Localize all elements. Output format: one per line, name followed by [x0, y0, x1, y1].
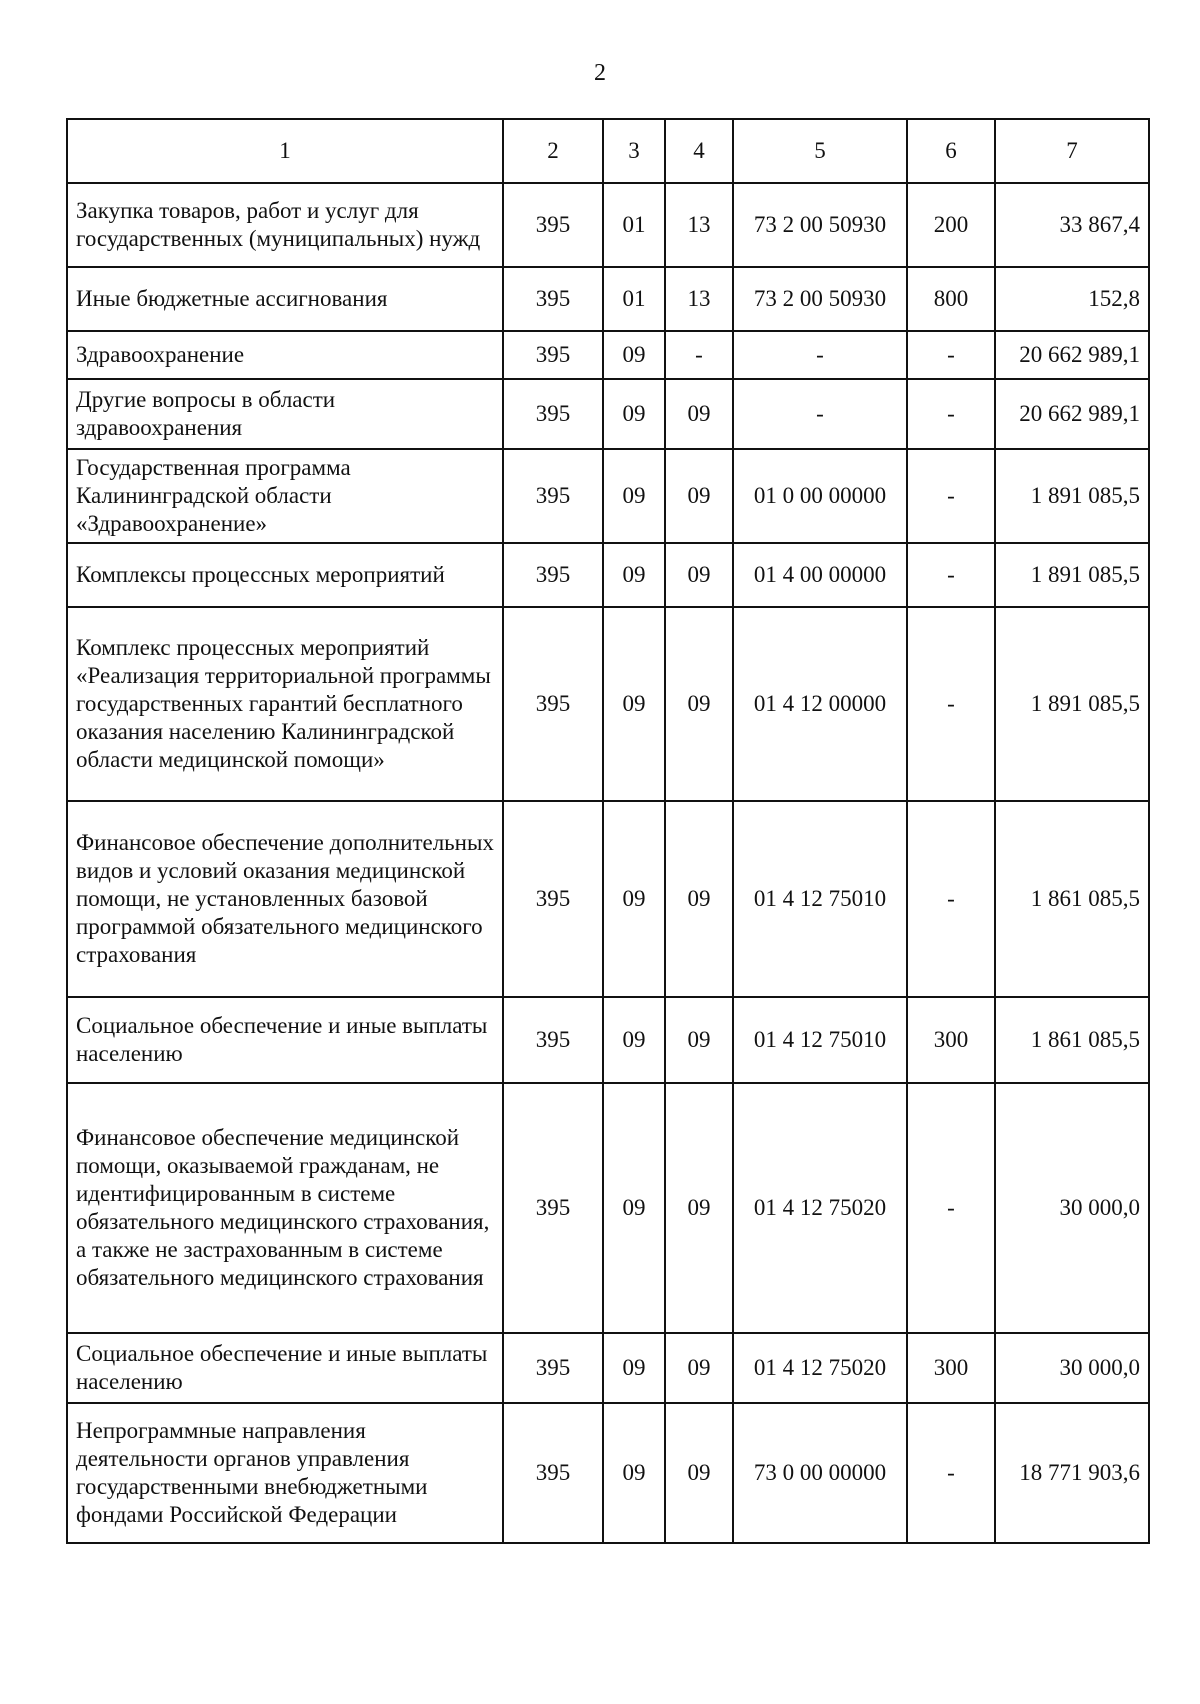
row-section: 09 — [603, 801, 665, 997]
row-subsection: 09 — [665, 607, 733, 801]
row-target: 01 4 12 75010 — [733, 997, 907, 1083]
row-expense-type: 200 — [907, 183, 995, 267]
row-name: Комплексы процессных мероприятий — [67, 543, 503, 607]
column-header: 2 — [503, 119, 603, 183]
row-target: 73 2 00 50930 — [733, 183, 907, 267]
table-header-row — [67, 119, 1149, 183]
row-expense-type: - — [907, 449, 995, 543]
row-code: 395 — [503, 607, 603, 801]
table-row — [67, 267, 1149, 331]
row-subsection: 09 — [665, 1403, 733, 1543]
row-amount: 30 000,0 — [995, 1083, 1149, 1333]
table-row — [67, 997, 1149, 1083]
table-row — [67, 543, 1149, 607]
row-code: 395 — [503, 543, 603, 607]
row-subsection: 13 — [665, 183, 733, 267]
row-section: 09 — [603, 1333, 665, 1403]
column-header: 1 — [67, 119, 503, 183]
row-amount: 1 891 085,5 — [995, 449, 1149, 543]
row-code: 395 — [503, 267, 603, 331]
row-name: Другие вопросы в области здравоохранения — [67, 379, 503, 449]
row-target: - — [733, 379, 907, 449]
row-code: 395 — [503, 1333, 603, 1403]
row-name: Здравоохранение — [67, 331, 503, 379]
row-target: 73 2 00 50930 — [733, 267, 907, 331]
table-row — [67, 331, 1149, 379]
table-row — [67, 1333, 1149, 1403]
row-name: Финансовое обеспечение дополнительных видов и условий оказания медицинской помощи, не установленных базовой программой обязательного медицинского страхования — [67, 801, 503, 997]
row-amount: 1 861 085,5 — [995, 997, 1149, 1083]
row-section: 01 — [603, 183, 665, 267]
row-amount: 33 867,4 — [995, 183, 1149, 267]
row-target: 01 4 12 75020 — [733, 1083, 907, 1333]
row-subsection: - — [665, 331, 733, 379]
row-target: 01 4 00 00000 — [733, 543, 907, 607]
row-code: 395 — [503, 801, 603, 997]
row-code: 395 — [503, 1083, 603, 1333]
row-expense-type: 300 — [907, 1333, 995, 1403]
row-name: Иные бюджетные ассигнования — [67, 267, 503, 331]
row-target: - — [733, 331, 907, 379]
row-code: 395 — [503, 379, 603, 449]
row-section: 09 — [603, 449, 665, 543]
row-subsection: 09 — [665, 1083, 733, 1333]
table-row — [67, 449, 1149, 543]
row-amount: 20 662 989,1 — [995, 379, 1149, 449]
row-name: Непрограммные направления деятельности органов управления государственными внебюджетными фондами Российской Федерации — [67, 1403, 503, 1543]
column-header: 6 — [907, 119, 995, 183]
row-subsection: 13 — [665, 267, 733, 331]
row-name: Финансовое обеспечение медицинской помощи, оказываемой гражданам, не идентифицированным в системе обязательного медицинского страхования, а также не застрахованным в системе обязательного медицинского страхования — [67, 1083, 503, 1333]
row-code: 395 — [503, 449, 603, 543]
row-target: 01 4 12 75020 — [733, 1333, 907, 1403]
row-section: 09 — [603, 607, 665, 801]
page-number: 2 — [594, 60, 606, 86]
row-target: 73 0 00 00000 — [733, 1403, 907, 1543]
row-amount: 20 662 989,1 — [995, 331, 1149, 379]
row-name: Комплекс процессных мероприятий «Реализация территориальной программы государственных гарантий бесплатного оказания населению Калининградской области медицинской помощи» — [67, 607, 503, 801]
row-expense-type: - — [907, 543, 995, 607]
row-name: Социальное обеспечение и иные выплаты населению — [67, 997, 503, 1083]
row-expense-type: - — [907, 379, 995, 449]
row-subsection: 09 — [665, 449, 733, 543]
row-subsection: 09 — [665, 801, 733, 997]
row-amount: 1 891 085,5 — [995, 607, 1149, 801]
row-subsection: 09 — [665, 1333, 733, 1403]
table-row — [67, 1403, 1149, 1543]
table-row — [67, 183, 1149, 267]
row-section: 09 — [603, 1403, 665, 1543]
row-target: 01 0 00 00000 — [733, 449, 907, 543]
row-target: 01 4 12 00000 — [733, 607, 907, 801]
row-expense-type: - — [907, 1403, 995, 1543]
budget-table — [66, 118, 1150, 1544]
row-name: Закупка товаров, работ и услуг для государственных (муниципальных) нужд — [67, 183, 503, 267]
row-amount: 152,8 — [995, 267, 1149, 331]
row-code: 395 — [503, 997, 603, 1083]
row-subsection: 09 — [665, 379, 733, 449]
row-section: 09 — [603, 543, 665, 607]
table-row — [67, 801, 1149, 997]
column-header: 3 — [603, 119, 665, 183]
row-amount: 30 000,0 — [995, 1333, 1149, 1403]
row-expense-type: 800 — [907, 267, 995, 331]
row-expense-type: - — [907, 331, 995, 379]
table-row — [67, 1083, 1149, 1333]
row-code: 395 — [503, 183, 603, 267]
row-amount: 1 861 085,5 — [995, 801, 1149, 997]
row-section: 09 — [603, 379, 665, 449]
row-section: 09 — [603, 1083, 665, 1333]
row-section: 01 — [603, 267, 665, 331]
column-header: 4 — [665, 119, 733, 183]
row-expense-type: - — [907, 801, 995, 997]
row-amount: 1 891 085,5 — [995, 543, 1149, 607]
row-name: Государственная программа Калининградской области «Здравоохранение» — [67, 449, 503, 543]
row-section: 09 — [603, 331, 665, 379]
row-name: Социальное обеспечение и иные выплаты населению — [67, 1333, 503, 1403]
row-section: 09 — [603, 997, 665, 1083]
table-row — [67, 607, 1149, 801]
row-code: 395 — [503, 331, 603, 379]
row-target: 01 4 12 75010 — [733, 801, 907, 997]
row-code: 395 — [503, 1403, 603, 1543]
row-expense-type: - — [907, 607, 995, 801]
column-header: 5 — [733, 119, 907, 183]
row-subsection: 09 — [665, 543, 733, 607]
column-header: 7 — [995, 119, 1149, 183]
row-expense-type: - — [907, 1083, 995, 1333]
row-subsection: 09 — [665, 997, 733, 1083]
row-amount: 18 771 903,6 — [995, 1403, 1149, 1543]
table-row — [67, 379, 1149, 449]
row-expense-type: 300 — [907, 997, 995, 1083]
